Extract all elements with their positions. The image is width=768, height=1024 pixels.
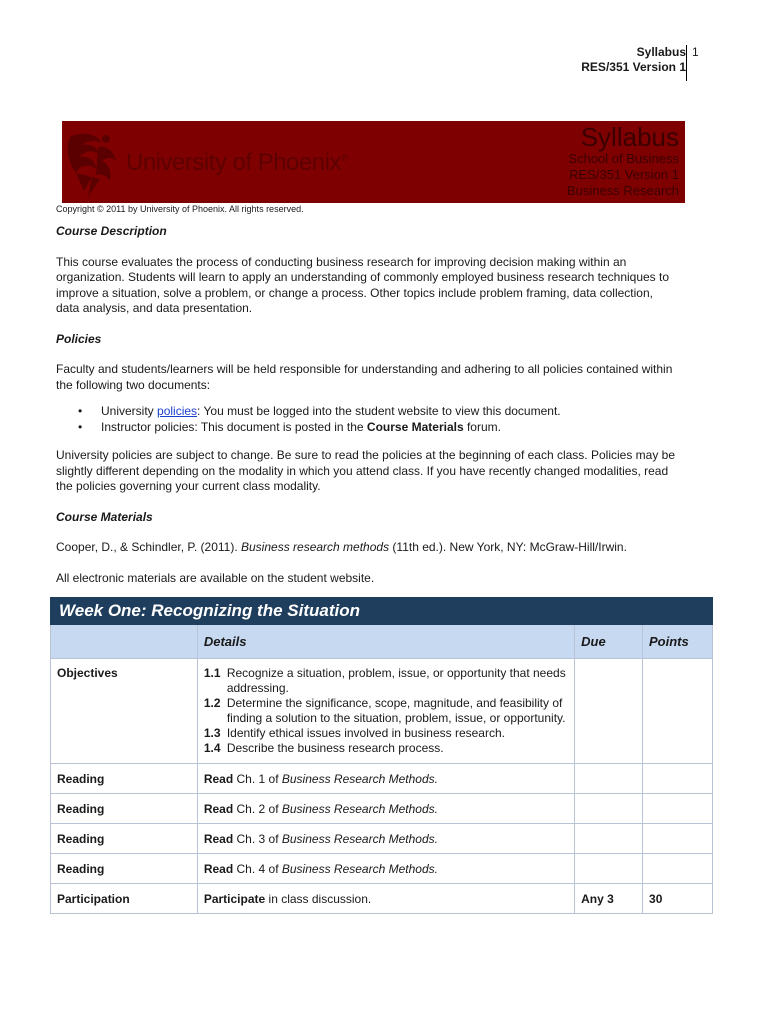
table-row xyxy=(51,854,713,884)
banner-title: Syllabus xyxy=(580,122,679,152)
row-points: 30 xyxy=(643,884,713,914)
list-item: 1.3 Identify ethical issues involved in business research. xyxy=(203,726,505,740)
row-details: Read Ch. 3 of Business Research Methods. xyxy=(197,824,574,854)
textbook-citation: Cooper, D., & Schindler, P. (2011). Business research methods (11th ed.). New York, NY: McGraw-Hill/Irwin. xyxy=(56,540,627,554)
row-label: Objectives xyxy=(51,659,198,764)
row-label: Reading xyxy=(51,854,198,884)
copyright-notice: Copyright © 2011 by University of Phoenix. All rights reserved. xyxy=(56,204,304,214)
row-points xyxy=(643,824,713,854)
row-details: Read Ch. 1 of Business Research Methods. xyxy=(197,764,574,794)
page-number: 1 xyxy=(686,45,699,81)
row-due: Any 3 xyxy=(575,884,643,914)
university-name: University of Phoenix® xyxy=(126,149,348,176)
row-details: Participate in class discussion. xyxy=(197,884,574,914)
row-due xyxy=(575,854,643,884)
list-item: 1.4 Describe the business research process. xyxy=(203,741,444,755)
table-row xyxy=(51,764,713,794)
list-item: • University policies: You must be logged into the student website to view this document. xyxy=(78,404,676,420)
policies-list xyxy=(78,404,676,435)
course-description-text: This course evaluates the process of conducting business research for improving decision making within an organization. Students will learn to apply an understanding of commonly employed business research techniques to improve a situation, solve a problem, or change a process. Other topics include problem framing, data collection, data analysis, and data presentation. xyxy=(56,254,670,315)
course-description-heading: Course Description xyxy=(56,224,167,238)
header-points: Points xyxy=(643,625,713,659)
banner-text xyxy=(567,123,679,199)
row-details: Read Ch. 2 of Business Research Methods. xyxy=(197,794,574,824)
table-row xyxy=(51,824,713,854)
row-details: Read Ch. 4 of Business Research Methods. xyxy=(197,854,574,884)
electronic-materials-note: All electronic materials are available on the student website. xyxy=(56,570,375,585)
row-points xyxy=(643,854,713,884)
row-label: Reading xyxy=(51,824,198,854)
row-label: Reading xyxy=(51,794,198,824)
policies-heading: Policies xyxy=(56,331,102,346)
row-due xyxy=(575,764,643,794)
syllabus-banner xyxy=(62,121,685,203)
row-due xyxy=(575,659,643,764)
banner-course-name: Business Research xyxy=(567,183,679,198)
week-one-table xyxy=(50,597,713,914)
table-header-row xyxy=(51,625,713,659)
row-points xyxy=(643,794,713,824)
running-header xyxy=(581,45,686,75)
header-due: Due xyxy=(575,625,643,659)
row-label: Participation xyxy=(51,884,198,914)
running-header-course: RES/351 Version 1 xyxy=(581,60,686,74)
banner-school: School of Business xyxy=(568,151,679,166)
objectives-cell xyxy=(197,659,574,764)
row-points xyxy=(643,659,713,764)
list-item: • Instructor policies: This document is posted in the Course Materials forum. xyxy=(78,420,676,436)
objectives-list xyxy=(204,666,568,756)
banner-course-code: RES/351 Version 1 xyxy=(569,167,679,182)
row-due xyxy=(575,824,643,854)
header-details: Details xyxy=(197,625,574,659)
syllabus-body xyxy=(56,224,676,601)
policies-link[interactable]: policies xyxy=(157,404,198,418)
table-row xyxy=(51,659,713,764)
policies-note: University policies are subject to change. Be sure to read the policies at the beginning of each class. Policies may be slightly different depending on the modality in which you attend class. If you have recently changed modalities, read the policies governing your current class modality. xyxy=(56,448,676,493)
table-row xyxy=(51,884,713,914)
phoenix-logo-icon xyxy=(62,127,124,199)
week-title: Week One: Recognizing the Situation xyxy=(51,598,713,625)
list-item: 1.2 Determine the significance, scope, magnitude, and feasibility of finding a solution to the situation, problem, issue, or opportunity. xyxy=(203,696,566,725)
row-points xyxy=(643,764,713,794)
policies-intro: Faculty and students/learners will be held responsible for understanding and adhering to all policies contained within the following two documents: xyxy=(56,362,673,392)
running-header-title: Syllabus xyxy=(636,45,686,59)
course-materials-heading: Course Materials xyxy=(56,509,153,524)
table-row xyxy=(51,794,713,824)
header-label xyxy=(51,625,198,659)
row-label: Reading xyxy=(51,764,198,794)
row-due xyxy=(575,794,643,824)
list-item: 1.1 Recognize a situation, problem, issue, or opportunity that needs addressing. xyxy=(203,666,566,695)
